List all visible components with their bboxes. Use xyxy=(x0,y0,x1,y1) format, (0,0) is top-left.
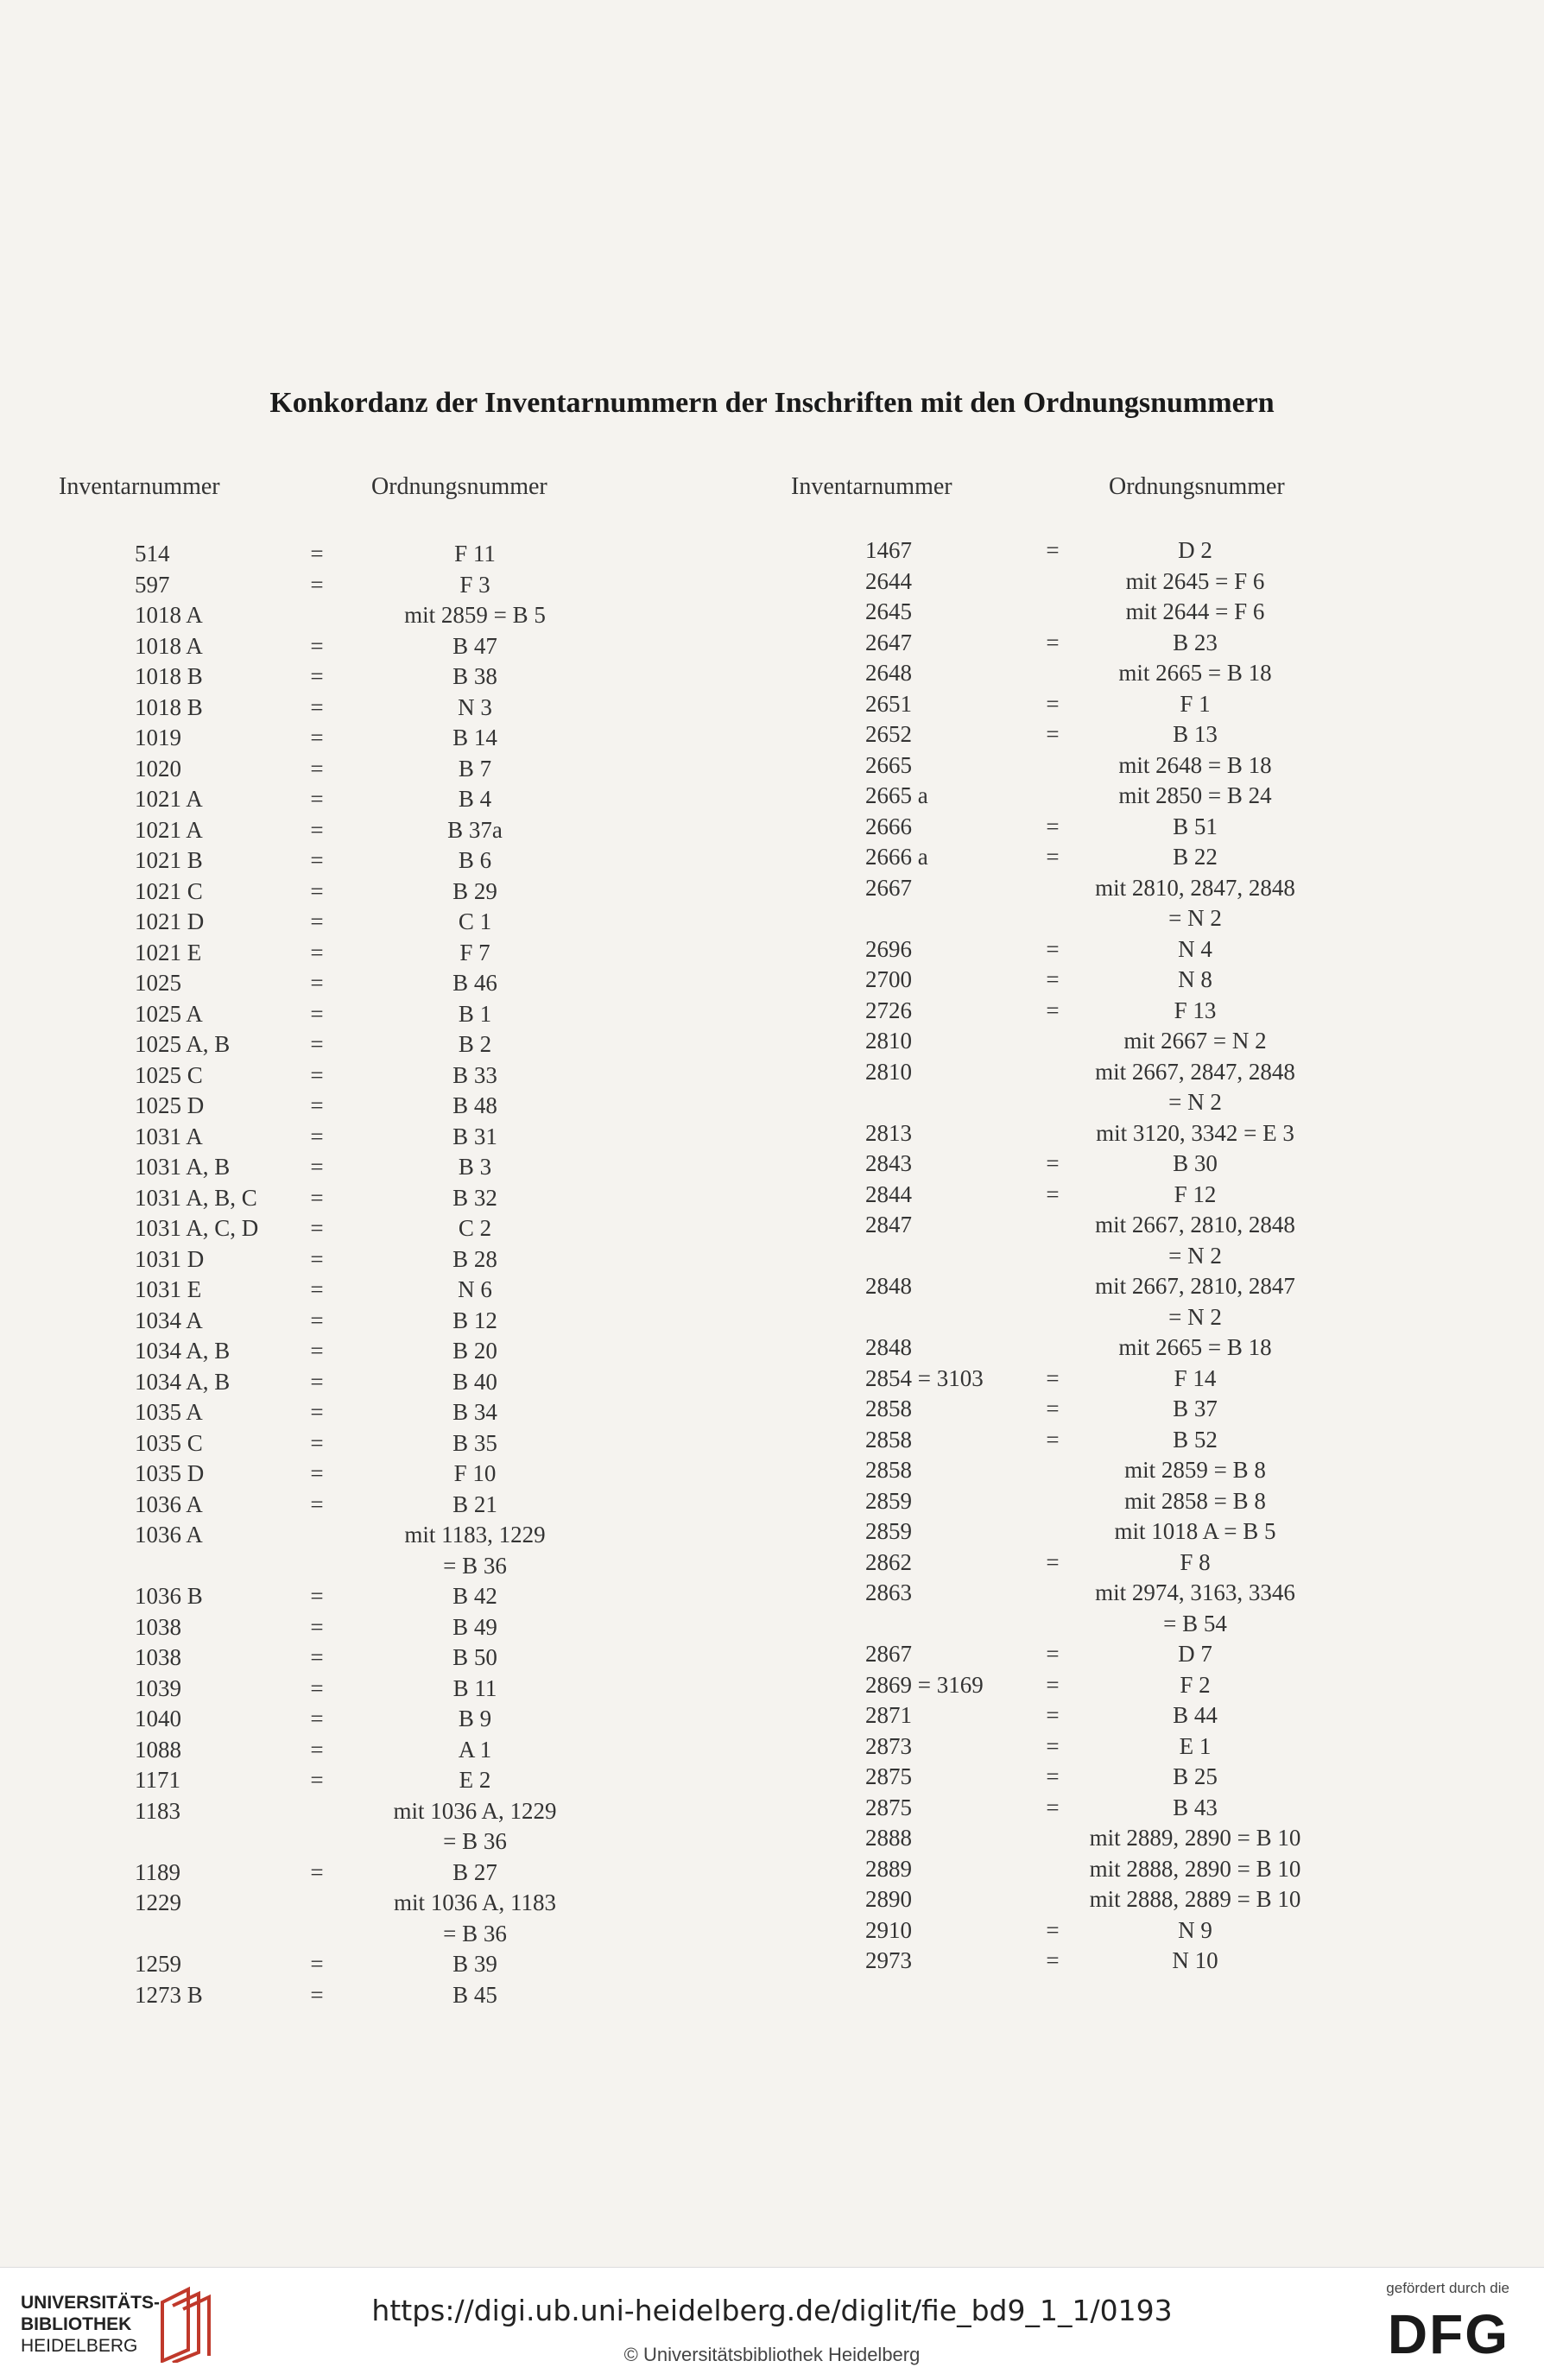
right-header-order: Ordnungsnummer xyxy=(1109,473,1285,500)
inventory-number: 1034 A xyxy=(135,1307,203,1333)
inventory-number: 2665 xyxy=(865,751,912,778)
equals-sign: = xyxy=(310,1123,324,1149)
order-number: E 2 xyxy=(459,1767,491,1793)
order-number: B 50 xyxy=(452,1644,497,1670)
order-number: B 38 xyxy=(452,663,497,689)
order-number: B 3 xyxy=(458,1154,492,1180)
equals-sign: = xyxy=(310,786,324,812)
order-number: B 31 xyxy=(452,1123,497,1149)
order-number: B 47 xyxy=(452,632,497,659)
order-number: B 40 xyxy=(452,1368,497,1395)
order-number: mit 2858 = B 8 xyxy=(1124,1487,1266,1514)
inventory-number: 2667 xyxy=(865,874,912,901)
equals-sign: = xyxy=(310,939,324,965)
equals-sign: = xyxy=(310,1674,324,1701)
order-number: B 29 xyxy=(452,877,497,904)
order-number: mit 2667, 2847, 2848 xyxy=(1095,1058,1295,1085)
library-line-2: BIBLIOTHEK xyxy=(21,2314,132,2334)
order-number: B 6 xyxy=(458,847,492,873)
equals-sign: = xyxy=(1046,935,1060,962)
inventory-number: 2889 xyxy=(865,1855,912,1882)
inventory-number: 1021 B xyxy=(135,847,203,873)
order-number: N 10 xyxy=(1172,1947,1218,1973)
order-number: F 3 xyxy=(459,571,490,598)
inventory-number: 2813 xyxy=(865,1119,912,1146)
equals-sign: = xyxy=(1046,1426,1060,1453)
equals-sign: = xyxy=(310,1154,324,1180)
inventory-number: 1031 A, C, D xyxy=(135,1215,259,1241)
order-number: B 14 xyxy=(452,725,497,750)
equals-sign: = xyxy=(1046,1702,1060,1728)
inventory-number: 1036 B xyxy=(135,1583,203,1609)
order-number: B 34 xyxy=(452,1399,497,1425)
equals-sign: = xyxy=(310,693,324,720)
equals-sign: = xyxy=(310,1706,324,1731)
order-number: = N 2 xyxy=(1168,1089,1222,1115)
inventory-number: 514 xyxy=(135,541,170,567)
order-number: mit 3120, 3342 = E 3 xyxy=(1096,1119,1294,1146)
order-number: mit 2859 = B 5 xyxy=(404,602,546,628)
equals-sign: = xyxy=(310,541,324,567)
equals-sign: = xyxy=(1046,1671,1060,1698)
inventory-number: 2651 xyxy=(865,690,912,717)
equals-sign: = xyxy=(310,663,324,689)
inventory-number: 2648 xyxy=(865,660,912,686)
order-number: B 20 xyxy=(452,1338,497,1364)
inventory-number: 1039 xyxy=(135,1674,181,1701)
inventory-number: 2843 xyxy=(865,1150,912,1176)
inventory-number: 1025 A, B xyxy=(135,1031,231,1057)
inventory-number: 2888 xyxy=(865,1825,912,1851)
order-number: B 48 xyxy=(452,1092,497,1118)
equals-sign: = xyxy=(310,1399,324,1425)
order-number: C 1 xyxy=(458,908,492,934)
equals-sign: = xyxy=(310,1184,324,1211)
equals-sign: = xyxy=(1046,1641,1060,1667)
order-number: B 2 xyxy=(458,1031,492,1057)
inventory-number: 2652 xyxy=(865,721,912,747)
equals-sign: = xyxy=(310,970,324,996)
equals-sign: = xyxy=(310,1000,324,1027)
order-number: F 7 xyxy=(459,939,490,965)
inventory-number: 2863 xyxy=(865,1579,912,1605)
equals-sign: = xyxy=(1046,721,1060,747)
inventory-number: 1031 A xyxy=(135,1123,203,1149)
inventory-number: 2875 xyxy=(865,1763,912,1789)
order-number: = B 36 xyxy=(443,1552,507,1579)
inventory-number: 1018 B xyxy=(135,663,203,689)
inventory-number: 2848 xyxy=(865,1334,912,1360)
order-number: F 14 xyxy=(1174,1364,1217,1391)
equals-sign: = xyxy=(310,1276,324,1302)
order-number: B 44 xyxy=(1173,1702,1218,1728)
inventory-number: 2867 xyxy=(865,1641,912,1667)
order-number: N 8 xyxy=(1178,966,1212,992)
order-number: F 8 xyxy=(1180,1548,1211,1575)
inventory-number: 2665 a xyxy=(865,782,928,808)
order-number: B 27 xyxy=(452,1858,497,1885)
order-number: N 3 xyxy=(458,693,492,720)
inventory-number: 1021 A xyxy=(135,786,203,812)
order-number: mit 2974, 3163, 3346 xyxy=(1095,1579,1295,1605)
equals-sign: = xyxy=(310,1031,324,1057)
permalink-url[interactable]: https://digi.ub.uni-heidelberg.de/diglit/fie_bd9_1_1/0193 xyxy=(371,2294,1173,2327)
order-number: B 13 xyxy=(1173,721,1218,747)
equals-sign: = xyxy=(310,1767,324,1793)
order-number: B 4 xyxy=(458,786,492,812)
order-number: B 30 xyxy=(1173,1150,1218,1176)
order-number: B 45 xyxy=(452,1981,497,2008)
equals-sign: = xyxy=(1046,813,1060,839)
library-line-1: UNIVERSITÄTS- xyxy=(21,2293,161,2313)
inventory-number: 1025 D xyxy=(135,1092,205,1118)
inventory-number: 2890 xyxy=(865,1886,912,1912)
inventory-number: 2726 xyxy=(865,997,912,1023)
equals-sign: = xyxy=(1046,1916,1060,1943)
order-number: N 6 xyxy=(458,1276,492,1302)
inventory-number: 1040 xyxy=(135,1706,181,1731)
inventory-number: 2858 xyxy=(865,1426,912,1453)
order-number: B 1 xyxy=(458,1000,492,1027)
equals-sign: = xyxy=(310,1858,324,1885)
inventory-number: 1034 A, B xyxy=(135,1368,231,1395)
inventory-number: 2859 xyxy=(865,1487,912,1514)
inventory-number: 2700 xyxy=(865,966,912,992)
equals-sign: = xyxy=(310,1307,324,1333)
order-number: N 9 xyxy=(1178,1916,1212,1943)
order-number: N 4 xyxy=(1178,935,1212,962)
inventory-number: 1229 xyxy=(135,1889,181,1915)
inventory-number: 1018 A xyxy=(135,602,203,628)
inventory-number: 1036 A xyxy=(135,1522,203,1548)
order-number: = B 36 xyxy=(443,1920,507,1946)
funded-by-label: gefördert durch die xyxy=(1386,2280,1509,2296)
inventory-number: 2645 xyxy=(865,598,912,624)
order-number: = N 2 xyxy=(1168,1303,1222,1330)
inventory-number: 1035 C xyxy=(135,1429,203,1456)
inventory-number: 1020 xyxy=(135,755,181,782)
equals-sign: = xyxy=(310,1338,324,1364)
inventory-number: 1025 xyxy=(135,970,181,996)
inventory-number: 2666 a xyxy=(865,844,928,870)
equals-sign: = xyxy=(1046,690,1060,717)
inventory-number: 1018 A xyxy=(135,632,203,659)
equals-sign: = xyxy=(1046,1763,1060,1789)
order-number: = N 2 xyxy=(1168,1242,1222,1269)
order-number: B 35 xyxy=(452,1429,497,1456)
equals-sign: = xyxy=(310,1460,324,1486)
order-number: F 10 xyxy=(453,1460,497,1486)
inventory-number: 1189 xyxy=(135,1858,180,1885)
equals-sign: = xyxy=(310,755,324,782)
order-number: B 25 xyxy=(1173,1763,1218,1789)
order-number: B 9 xyxy=(458,1706,492,1731)
order-number: D 2 xyxy=(1178,537,1212,563)
equals-sign: = xyxy=(1046,997,1060,1023)
order-number: mit 1018 A = B 5 xyxy=(1114,1518,1276,1544)
order-number: F 2 xyxy=(1180,1671,1211,1698)
inventory-number: 1183 xyxy=(135,1797,180,1824)
inventory-number: 1025 A xyxy=(135,1000,203,1027)
equals-sign: = xyxy=(1046,537,1060,563)
equals-sign: = xyxy=(1046,1396,1060,1421)
order-number: mit 2667 = N 2 xyxy=(1123,1028,1267,1054)
equals-sign: = xyxy=(310,1736,324,1763)
order-number: B 7 xyxy=(458,755,492,782)
inventory-number: 2858 xyxy=(865,1457,912,1483)
order-number: B 11 xyxy=(452,1674,497,1701)
right-header-inventory: Inventarnummer xyxy=(791,473,952,500)
inventory-number: 2862 xyxy=(865,1548,912,1575)
order-number: B 51 xyxy=(1173,813,1218,839)
equals-sign: = xyxy=(310,632,324,659)
order-number: B 52 xyxy=(1173,1426,1218,1453)
inventory-number: 2859 xyxy=(865,1518,912,1544)
equals-sign: = xyxy=(1046,1947,1060,1973)
order-number: mit 2888, 2889 = B 10 xyxy=(1089,1886,1301,1912)
equals-sign: = xyxy=(310,908,324,934)
order-number: mit 2665 = B 18 xyxy=(1118,1334,1272,1360)
equals-sign: = xyxy=(310,847,324,873)
order-number: = B 36 xyxy=(443,1828,507,1854)
order-number: F 1 xyxy=(1180,690,1211,717)
inventory-number: 1088 xyxy=(135,1736,181,1763)
inventory-number: 2696 xyxy=(865,935,912,962)
order-number: mit 2648 = B 18 xyxy=(1118,751,1272,778)
order-number: B 46 xyxy=(452,970,497,996)
order-number: mit 2888, 2890 = B 10 xyxy=(1089,1855,1301,1882)
order-number: D 7 xyxy=(1178,1641,1212,1667)
order-number: B 43 xyxy=(1173,1794,1218,1820)
inventory-number: 1021 C xyxy=(135,877,203,904)
footer-bar xyxy=(0,2267,1544,2380)
inventory-number: 1467 xyxy=(865,537,912,563)
order-number: B 23 xyxy=(1173,629,1218,655)
order-number: B 28 xyxy=(452,1245,497,1272)
order-number: mit 2810, 2847, 2848 xyxy=(1095,874,1295,901)
inventory-number: 2848 xyxy=(865,1273,912,1299)
inventory-number: 1259 xyxy=(135,1951,181,1977)
equals-sign: = xyxy=(1046,1548,1060,1575)
order-number: mit 1036 A, 1183 xyxy=(393,1889,556,1915)
equals-sign: = xyxy=(310,1644,324,1670)
equals-sign: = xyxy=(310,1368,324,1395)
order-number: B 21 xyxy=(452,1491,497,1517)
order-number: = B 54 xyxy=(1163,1610,1227,1636)
order-number: mit 2859 = B 8 xyxy=(1124,1457,1266,1483)
order-number: mit 2889, 2890 = B 10 xyxy=(1089,1825,1301,1851)
inventory-number: 2858 xyxy=(865,1396,912,1421)
inventory-number: 1036 A xyxy=(135,1491,203,1517)
order-number: B 37 xyxy=(1173,1396,1218,1421)
inventory-number: 2910 xyxy=(865,1916,912,1943)
inventory-number: 2844 xyxy=(865,1181,912,1207)
inventory-number: 1021 A xyxy=(135,816,203,843)
order-number: B 12 xyxy=(452,1307,497,1333)
order-number: mit 2665 = B 18 xyxy=(1118,660,1272,686)
equals-sign: = xyxy=(310,1981,324,2008)
inventory-number: 2854 = 3103 xyxy=(865,1364,984,1391)
order-number: C 2 xyxy=(458,1215,492,1241)
inventory-number: 2869 = 3169 xyxy=(865,1671,984,1698)
equals-sign: = xyxy=(310,571,324,598)
equals-sign: = xyxy=(310,1245,324,1272)
order-number: B 49 xyxy=(452,1613,497,1640)
inventory-number: 1031 A, B, C xyxy=(135,1184,257,1211)
order-number: mit 2667, 2810, 2848 xyxy=(1095,1212,1295,1237)
order-number: B 33 xyxy=(452,1061,497,1088)
order-number: mit 2644 = F 6 xyxy=(1125,598,1265,624)
order-number: = N 2 xyxy=(1168,905,1222,931)
inventory-number: 597 xyxy=(135,571,170,598)
order-number: mit 2645 = F 6 xyxy=(1125,567,1265,594)
inventory-number: 1034 A, B xyxy=(135,1338,231,1364)
equals-sign: = xyxy=(1046,1732,1060,1759)
inventory-number: 1038 xyxy=(135,1613,181,1640)
inventory-number: 1273 B xyxy=(135,1981,203,2008)
equals-sign: = xyxy=(310,1583,324,1609)
order-number: B 39 xyxy=(452,1951,497,1977)
equals-sign: = xyxy=(1046,1181,1060,1207)
equals-sign: = xyxy=(310,816,324,843)
inventory-number: 2973 xyxy=(865,1947,912,1973)
order-number: E 1 xyxy=(1179,1732,1212,1759)
order-number: F 12 xyxy=(1174,1181,1217,1207)
equals-sign: = xyxy=(310,1613,324,1640)
dfg-logo: DFG xyxy=(1387,2303,1509,2365)
order-number: mit 1036 A, 1229 xyxy=(393,1797,557,1824)
left-header-order: Ordnungsnummer xyxy=(371,473,547,500)
inventory-number: 2810 xyxy=(865,1058,912,1085)
inventory-number: 1035 D xyxy=(135,1460,205,1486)
equals-sign: = xyxy=(310,1061,324,1088)
equals-sign: = xyxy=(1046,966,1060,992)
inventory-number: 1018 B xyxy=(135,693,203,720)
equals-sign: = xyxy=(310,1215,324,1241)
equals-sign: = xyxy=(1046,844,1060,870)
inventory-number: 1031 D xyxy=(135,1245,205,1272)
left-header-inventory: Inventarnummer xyxy=(59,473,220,500)
equals-sign: = xyxy=(1046,1364,1060,1391)
order-number: B 32 xyxy=(452,1184,497,1211)
inventory-number: 1031 A, B xyxy=(135,1154,231,1180)
inventory-number: 1021 D xyxy=(135,908,205,934)
order-number: mit 2850 = B 24 xyxy=(1118,782,1272,808)
equals-sign: = xyxy=(1046,629,1060,655)
inventory-number: 2644 xyxy=(865,567,912,594)
equals-sign: = xyxy=(310,877,324,904)
order-number: B 37a xyxy=(447,816,503,843)
equals-sign: = xyxy=(310,1092,324,1118)
order-number: F 11 xyxy=(454,541,496,567)
equals-sign: = xyxy=(310,1951,324,1977)
inventory-number: 2647 xyxy=(865,629,912,655)
order-number: A 1 xyxy=(458,1736,492,1763)
inventory-number: 1019 xyxy=(135,725,181,750)
inventory-number: 2810 xyxy=(865,1028,912,1054)
inventory-number: 1031 E xyxy=(135,1276,202,1302)
inventory-number: 2666 xyxy=(865,813,912,839)
order-number: B 22 xyxy=(1173,844,1218,870)
equals-sign: = xyxy=(310,725,324,750)
equals-sign: = xyxy=(310,1429,324,1456)
inventory-number: 1021 E xyxy=(135,939,202,965)
inventory-number: 2873 xyxy=(865,1732,912,1759)
equals-sign: = xyxy=(310,1491,324,1517)
inventory-number: 1038 xyxy=(135,1644,181,1670)
page-title: Konkordanz der Inventarnummern der Inschriften mit den Ordnungsnummern xyxy=(269,387,1275,419)
order-number: F 13 xyxy=(1174,997,1217,1023)
inventory-number: 2847 xyxy=(865,1212,912,1237)
inventory-number: 2875 xyxy=(865,1794,912,1820)
equals-sign: = xyxy=(1046,1794,1060,1820)
order-number: mit 2667, 2810, 2847 xyxy=(1095,1273,1295,1299)
inventory-number: 2871 xyxy=(865,1702,912,1728)
order-number: B 42 xyxy=(452,1583,497,1609)
inventory-number: 1171 xyxy=(135,1767,180,1793)
inventory-number: 1025 C xyxy=(135,1061,203,1088)
library-line-3: HEIDELBERG xyxy=(21,2336,138,2356)
inventory-number: 1035 A xyxy=(135,1399,203,1425)
order-number: mit 1183, 1229 xyxy=(404,1522,546,1548)
equals-sign: = xyxy=(1046,1150,1060,1176)
copyright-notice: © Universitätsbibliothek Heidelberg xyxy=(623,2344,921,2365)
